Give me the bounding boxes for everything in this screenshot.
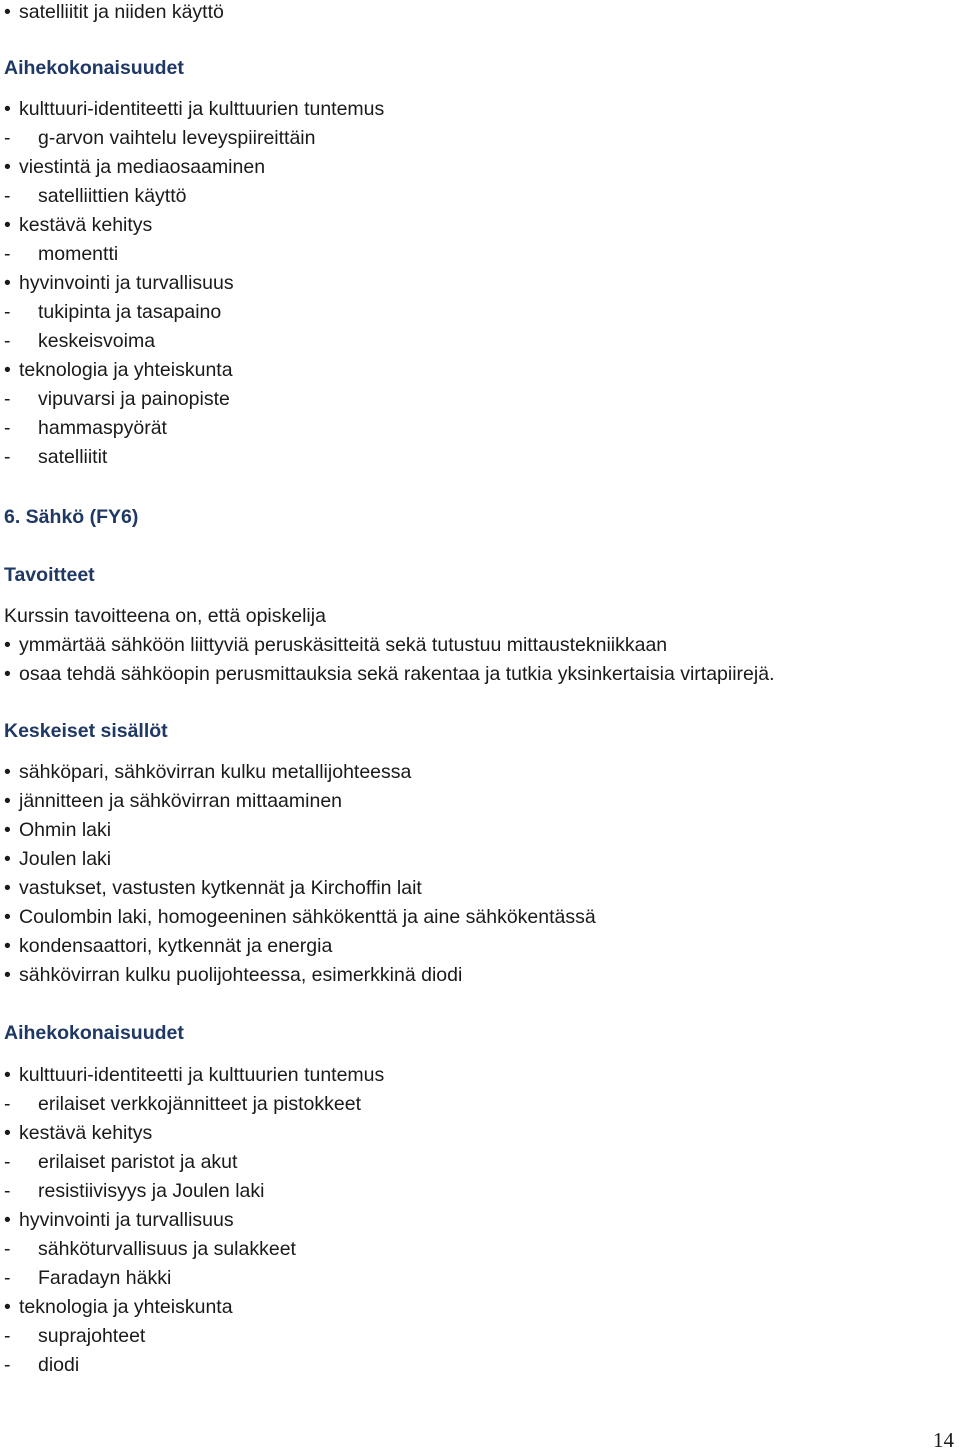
list-item: • satelliitit ja niiden käyttö <box>4 0 224 27</box>
list-item <box>4 874 422 903</box>
list-item <box>4 1061 384 1090</box>
dash-marker: - <box>4 301 11 323</box>
list-item-text: Faradayn häkki <box>38 1267 172 1289</box>
list-item <box>4 1177 265 1206</box>
list-item-text: resistiivisyys ja Joulen laki <box>38 1180 265 1202</box>
dash-marker: - <box>4 1093 11 1115</box>
dash-marker: - <box>4 330 11 352</box>
list-item-text: hyvinvointi ja turvallisuus <box>19 1209 234 1231</box>
list-item <box>4 961 462 990</box>
dash-marker: - <box>4 446 11 468</box>
list-item-text: jännitteen ja sähkövirran mittaaminen <box>19 790 343 812</box>
list-item-text: kestävä kehitys <box>19 214 153 236</box>
dash-marker: - <box>4 388 11 410</box>
dash-marker: - <box>4 1238 11 1260</box>
list-item-text: kulttuuri-identiteetti ja kulttuurien tuntemus <box>19 98 385 120</box>
list-item-text: teknologia ja yhteiskunta <box>19 359 233 381</box>
list-item <box>4 1293 233 1322</box>
list-item <box>4 660 774 689</box>
list-item-text: vastukset, vastusten kytkennät ja Kirchoffin lait <box>19 877 422 899</box>
list-item-text: g-arvon vaihtelu leveyspiireittäin <box>38 127 316 149</box>
list-item-text: hyvinvointi ja turvallisuus <box>19 272 234 294</box>
list-item <box>4 1206 234 1235</box>
list-item <box>4 414 167 443</box>
page-number: 14 <box>933 1428 954 1452</box>
list-item <box>4 211 152 240</box>
dash-marker: - <box>4 1267 11 1289</box>
dash-marker: - <box>4 1180 11 1202</box>
dash-marker: - <box>4 185 11 207</box>
list-item <box>4 903 596 932</box>
list-item <box>4 1090 361 1119</box>
list-item <box>4 932 332 961</box>
list-item <box>4 1148 237 1177</box>
list-item-text: momentti <box>38 243 119 265</box>
dash-marker: - <box>4 1325 11 1347</box>
list-item-text: kestävä kehitys <box>19 1122 153 1144</box>
list-item <box>4 443 107 472</box>
tavoitteet-intro: Kurssin tavoitteena on, että opiskelija <box>4 605 326 627</box>
list-item-text: teknologia ja yhteiskunta <box>19 1296 233 1318</box>
list-item-text: Ohmin laki <box>19 819 112 841</box>
dash-marker: - <box>4 417 11 439</box>
list-item <box>4 298 221 327</box>
list-item <box>4 631 667 660</box>
list-item <box>4 124 315 153</box>
list-item-text: sähkövirran kulku puolijohteessa, esimerkkinä diodi <box>19 964 463 986</box>
list-item-text: satelliitit <box>38 446 108 468</box>
section-heading-tavoitteet: Tavoitteet <box>4 564 95 586</box>
list-item-text: viestintä ja mediaosaaminen <box>19 156 266 178</box>
list-item-text: sähköturvallisuus ja sulakkeet <box>38 1238 296 1260</box>
list-item <box>4 1351 79 1380</box>
list-item <box>4 816 111 845</box>
section-heading-aihekokonaisuudet: Aihekokonaisuudet <box>4 1022 184 1044</box>
dash-marker: - <box>4 1151 11 1173</box>
section-heading-keskeiset-sisallot: Keskeiset sisällöt <box>4 720 168 742</box>
list-item-text: ymmärtää sähköön liittyviä peruskäsitteitä sekä tutustuu mittaustekniikkaan <box>19 634 668 656</box>
list-item-text: satelliittien käyttö <box>38 185 187 207</box>
list-item <box>4 845 111 874</box>
list-item-text: tukipinta ja tasapaino <box>38 301 222 323</box>
section-heading-aihekokonaisuudet: Aihekokonaisuudet <box>4 57 184 79</box>
list-item <box>4 327 155 356</box>
dash-marker: - <box>4 1354 11 1376</box>
list-item-text: osaa tehdä sähköopin perusmittauksia sekä rakentaa ja tutkia yksinkertaisia virtapiirejä. <box>19 663 775 685</box>
list-item-text: keskeisvoima <box>38 330 156 352</box>
list-item <box>4 1264 171 1293</box>
list-item-text: erilaiset verkkojännitteet ja pistokkeet <box>38 1093 361 1115</box>
list-item <box>4 153 265 182</box>
list-item <box>4 787 342 816</box>
list-item-text: Coulombin laki, homogeeninen sähkökenttä ja aine sähkökentässä <box>19 906 596 928</box>
list-item <box>4 182 187 211</box>
dash-marker: - <box>4 127 11 149</box>
dash-marker: - <box>4 243 11 265</box>
list-item-text: hammaspyörät <box>38 417 167 439</box>
list-item <box>4 240 118 269</box>
list-item-text: Joulen laki <box>19 848 112 870</box>
list-item <box>4 269 234 298</box>
list-item <box>4 1119 152 1148</box>
list-item <box>4 385 230 414</box>
list-item-text: kulttuuri-identiteetti ja kulttuurien tuntemus <box>19 1064 385 1086</box>
list-item <box>4 1322 145 1351</box>
list-item-text: vipuvarsi ja painopiste <box>38 388 230 410</box>
list-item-text: erilaiset paristot ja akut <box>38 1151 238 1173</box>
list-item-text: kondensaattori, kytkennät ja energia <box>19 935 333 957</box>
list-item-text: diodi <box>38 1354 80 1376</box>
list-item <box>4 356 233 385</box>
list-item <box>4 95 384 124</box>
list-item-text: suprajohteet <box>38 1325 146 1347</box>
list-item <box>4 1235 296 1264</box>
list-item-text: sähköpari, sähkövirran kulku metallijohteessa <box>19 761 412 783</box>
list-item <box>4 758 411 787</box>
section-title: 6. Sähkö (FY6) <box>4 506 139 528</box>
